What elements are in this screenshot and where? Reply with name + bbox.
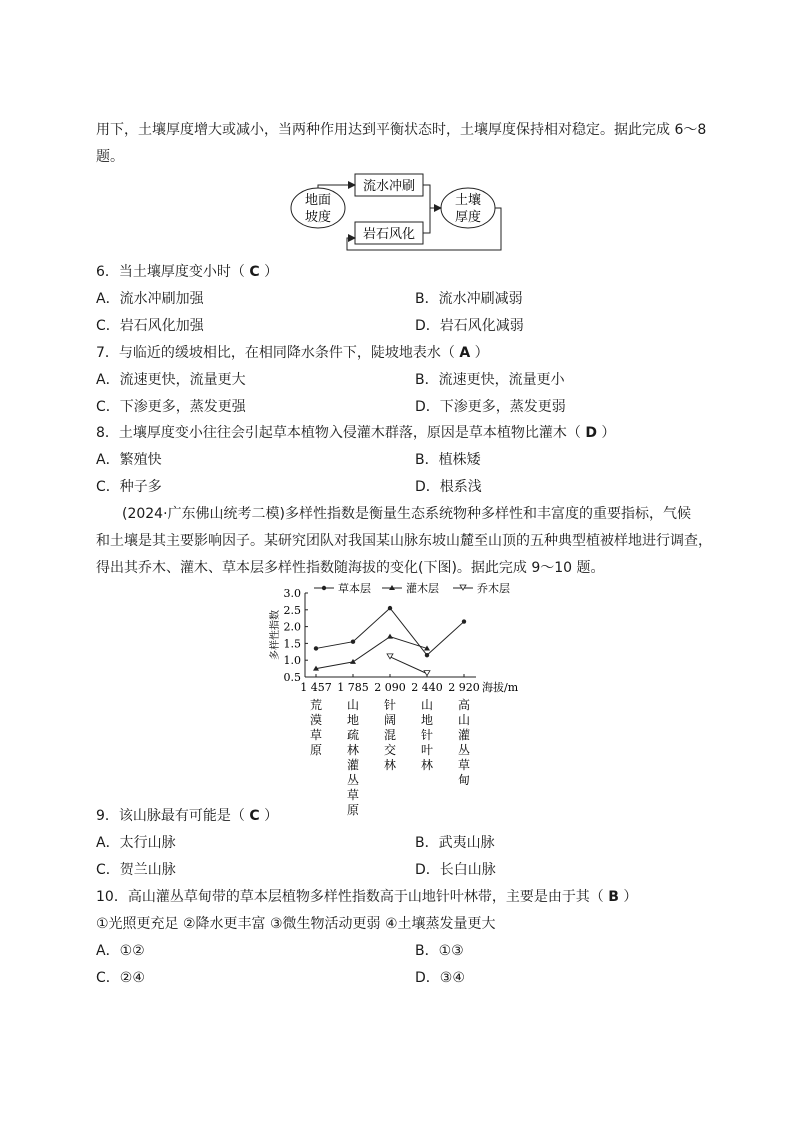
legend-label: 乔木层 [477, 582, 510, 595]
svg-text:灌: 灌 [457, 728, 471, 742]
q7-stem: 7．与临近的缓坡相比，在相同降水条件下，陡坡地表水（ A ） [96, 345, 489, 361]
q6-option-d: D．岩石风化减弱 [415, 318, 524, 334]
shrub-point [350, 659, 356, 664]
q10-option-b: B．①③ [415, 943, 464, 959]
q9-option-c: C．贺兰山脉 [96, 862, 176, 878]
q8-option-b: B．植株矮 [415, 452, 481, 468]
svg-text:高: 高 [457, 698, 471, 712]
svg-text:叶: 叶 [420, 743, 434, 757]
svg-text:阔: 阔 [383, 713, 397, 727]
x-tick-label: 2 440 [411, 681, 443, 694]
q6-option-c: C．岩石风化加强 [96, 318, 204, 334]
vegetation-label [458, 697, 470, 787]
svg-text:草: 草 [346, 788, 360, 802]
svg-text:漠: 漠 [309, 713, 323, 727]
q7-option-d: D．下渗更多，蒸发更弱 [415, 399, 566, 415]
svg-text:甸: 甸 [457, 773, 471, 787]
arrow-slope-erosion [318, 185, 355, 188]
herb-point [425, 653, 429, 657]
q9-option-a: A．太行山脉 [96, 835, 176, 851]
q6-option-b: B．流水冲刷减弱 [415, 291, 523, 307]
y-tick-label: 2.0 [283, 620, 301, 634]
q6-option-a: A．流水冲刷加强 [96, 291, 204, 307]
q7-option-a: A．流速更快，流量更大 [96, 372, 246, 388]
svg-text:原: 原 [309, 743, 323, 757]
q8-option-c: C．种子多 [96, 479, 162, 495]
series-line-0 [316, 608, 464, 655]
svg-text:灌: 灌 [346, 758, 360, 772]
q9-option-b: B．武夷山脉 [415, 835, 495, 851]
svg-text:山: 山 [346, 698, 360, 712]
svg-text:丛: 丛 [346, 773, 360, 787]
node-weathering-label: 岩石风化 [362, 227, 416, 242]
x-tick-label: 1 457 [300, 681, 332, 694]
svg-text:针: 针 [383, 698, 397, 712]
soil-flow-diagram [285, 168, 515, 258]
q6-stem: 6．当土壤厚度变小时（ C ） [96, 264, 279, 280]
y-tick-label: 1.5 [283, 637, 301, 651]
svg-text:林: 林 [383, 758, 397, 772]
diversity-chart [262, 580, 547, 817]
q6-answer: C [249, 264, 260, 280]
passage2-line-1: (2024·广东佛山统考二模)多样性指数是衡量生态系统物种多样性和丰富度的重要指标，气候 [122, 506, 692, 522]
q8-option-a: A．繁殖快 [96, 452, 162, 468]
y-tick-label: 3.0 [283, 587, 301, 600]
q8-option-d: D．根系浅 [415, 479, 482, 495]
herb-point [462, 619, 466, 623]
intro-line-2: 题。 [96, 149, 124, 165]
node-erosion-label: 流水冲刷 [362, 179, 416, 194]
svg-text:地: 地 [346, 713, 360, 727]
q7-answer: A [459, 345, 471, 361]
q9-answer: C [249, 808, 260, 824]
x-axis-label: 海拔/m [482, 681, 519, 694]
q8-stem: 8．土壤厚度变小往往会引起草本植物入侵灌木群落，原因是草本植物比灌木（ D ） [96, 425, 616, 441]
x-tick-label: 1 785 [337, 681, 369, 694]
svg-text:疏: 疏 [346, 728, 360, 742]
x-tick-label: 2 090 [374, 681, 406, 694]
q9-stem: 9．该山脉最有可能是（ C ） [96, 808, 279, 824]
svg-text:原: 原 [346, 803, 360, 817]
svg-text:交: 交 [383, 743, 397, 757]
node-slope-label-1: 地面 [304, 193, 332, 208]
q7-option-b: B．流速更快，流量更小 [415, 372, 565, 388]
node-slope-label-2: 坡度 [304, 210, 332, 225]
svg-text:草: 草 [457, 758, 471, 772]
vegetation-label [421, 698, 433, 772]
node-soil-label-2: 厚度 [454, 210, 482, 225]
herb-point [351, 640, 355, 644]
q9-option-d: D．长白山脉 [415, 862, 496, 878]
q10-option-a: A．①② [96, 943, 145, 959]
svg-text:山: 山 [420, 698, 434, 712]
herb-point [314, 646, 318, 650]
arrow-erosion-merge [423, 185, 430, 233]
intro-line-1: 用下，土壤厚度增大或减小，当两种作用达到平衡状态时，土壤厚度保持相对稳定。据此完成 6～8 [96, 122, 707, 138]
passage2-line-3: 得出其乔木、灌木、草本层多样性指数随海拔的变化(下图)。据此完成 9～10 题。 [96, 560, 605, 576]
svg-text:荒: 荒 [309, 698, 323, 712]
svg-text:针: 针 [420, 728, 434, 742]
svg-text:林: 林 [346, 743, 360, 757]
svg-text:林: 林 [420, 758, 434, 772]
q7-option-c: C．下渗更多，蒸发更强 [96, 399, 246, 415]
passage2-line-2: 和土壤是其主要影响因子。某研究团队对我国某山脉东坡山麓至山顶的五种典型植被样地进行调查， [96, 533, 712, 549]
y-tick-label: 1.0 [283, 654, 301, 668]
svg-text:地: 地 [420, 713, 434, 727]
svg-text:草: 草 [309, 728, 323, 742]
shrub-point [387, 634, 393, 639]
q10-option-d: D．③④ [415, 970, 465, 986]
q10-option-c: C．②④ [96, 970, 145, 986]
legend-herb-icon [322, 586, 326, 590]
legend-label: 草本层 [338, 582, 371, 595]
svg-text:混: 混 [383, 728, 397, 742]
y-axis-label: 多样性指数 [270, 610, 281, 660]
series-line-1 [316, 637, 427, 669]
x-tick-label: 2 920 [448, 681, 480, 694]
vegetation-label [347, 698, 359, 817]
q10-answer: B [608, 889, 619, 905]
q10-stem: 10．高山灌丛草甸带的草本层植物多样性指数高于山地针叶林带，主要是由于其（ B ） [96, 889, 638, 905]
series-line-2 [390, 657, 427, 674]
herb-point [388, 606, 392, 610]
legend-label: 灌木层 [406, 582, 439, 595]
q8-answer: D [585, 425, 597, 441]
node-soil-label-1: 土壤 [454, 193, 482, 208]
y-tick-label: 2.5 [283, 603, 301, 617]
svg-text:山: 山 [457, 713, 471, 727]
svg-text:丛: 丛 [457, 743, 471, 757]
vegetation-label [384, 697, 396, 772]
y-tick-label: 0.5 [283, 671, 301, 684]
vegetation-label [310, 697, 322, 757]
q10-statements: ①光照更充足 ②降水更丰富 ③微生物活动更弱 ④土壤蒸发量更大 [96, 916, 496, 932]
